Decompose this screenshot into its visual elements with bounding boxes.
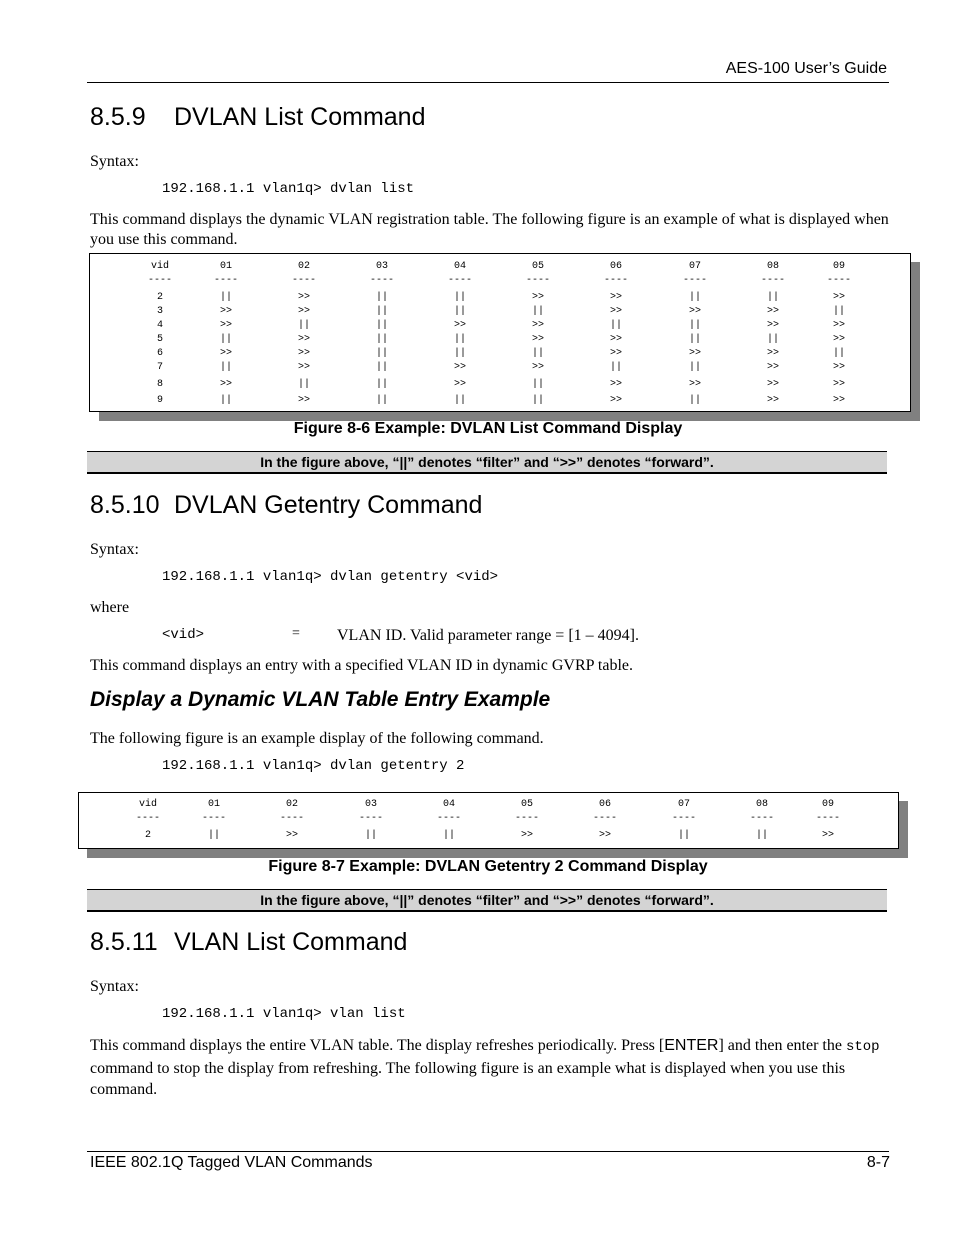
port-cell: >> bbox=[219, 348, 233, 359]
port-cell: || bbox=[677, 830, 691, 841]
section-title: DVLAN Getentry Command bbox=[174, 491, 483, 519]
example-heading: Display a Dynamic VLAN Table Entry Example bbox=[90, 688, 551, 711]
port-cell: || bbox=[688, 320, 702, 331]
column-header: 05 bbox=[520, 799, 534, 810]
port-cell: >> bbox=[520, 830, 534, 841]
port-cell: >> bbox=[609, 348, 623, 359]
port-cell: >> bbox=[297, 395, 311, 406]
port-cell: || bbox=[531, 348, 545, 359]
column-header: 03 bbox=[364, 799, 378, 810]
column-separator: ---- bbox=[147, 275, 173, 286]
key-name: ENTER bbox=[664, 1037, 719, 1054]
section-heading-vlan-list bbox=[90, 928, 407, 957]
description-text: command to stop the display from refreshing. The following figure is an example what is displayed when you use this command. bbox=[90, 1060, 846, 1098]
port-cell: || bbox=[442, 830, 456, 841]
syntax-label: Syntax: bbox=[90, 541, 139, 558]
vid-cell: 2 bbox=[144, 830, 152, 841]
syntax-label: Syntax: bbox=[90, 978, 139, 995]
where-label: where bbox=[90, 599, 130, 616]
column-separator: ---- bbox=[826, 275, 852, 286]
port-cell: || bbox=[688, 334, 702, 345]
vid-cell: 3 bbox=[156, 306, 164, 317]
column-header: 07 bbox=[688, 261, 702, 272]
vid-cell: 9 bbox=[156, 395, 164, 406]
port-cell: >> bbox=[766, 379, 780, 390]
port-cell: >> bbox=[219, 320, 233, 331]
port-cell: || bbox=[375, 292, 389, 303]
syntax-code: 192.168.1.1 vlan1q> dvlan list bbox=[162, 181, 415, 197]
syntax-code: 192.168.1.1 vlan1q> dvlan getentry <vid> bbox=[162, 569, 499, 585]
port-cell: || bbox=[375, 306, 389, 317]
figure-note: In the figure above, “||” denotes “filter” and “>>” denotes “forward”. bbox=[87, 451, 887, 474]
port-cell: || bbox=[219, 334, 233, 345]
port-cell: >> bbox=[297, 306, 311, 317]
port-cell: || bbox=[375, 362, 389, 373]
inline-command: stop bbox=[845, 1039, 880, 1055]
port-cell: >> bbox=[766, 306, 780, 317]
footer-rule bbox=[87, 1151, 889, 1152]
section-heading-dvlan-list bbox=[90, 103, 425, 132]
port-cell: || bbox=[531, 306, 545, 317]
column-separator: ---- bbox=[514, 813, 540, 824]
vid-cell: 4 bbox=[156, 320, 164, 331]
port-cell: >> bbox=[688, 306, 702, 317]
port-cell: >> bbox=[832, 320, 846, 331]
column-header: 06 bbox=[609, 261, 623, 272]
port-cell: || bbox=[207, 830, 221, 841]
port-cell: || bbox=[453, 306, 467, 317]
port-cell: || bbox=[453, 348, 467, 359]
column-separator: ---- bbox=[682, 275, 708, 286]
port-cell: || bbox=[375, 395, 389, 406]
port-cell: >> bbox=[609, 292, 623, 303]
column-separator: ---- bbox=[213, 275, 239, 286]
port-cell: || bbox=[766, 292, 780, 303]
dvlan-getentry-display bbox=[78, 792, 899, 849]
param-equals: = bbox=[292, 626, 300, 641]
port-cell: >> bbox=[453, 379, 467, 390]
column-separator: ---- bbox=[135, 813, 161, 824]
figure-caption: Figure 8-7 Example: DVLAN Getentry 2 Command Display bbox=[268, 858, 708, 875]
column-separator: ---- bbox=[749, 813, 775, 824]
column-separator: ---- bbox=[358, 813, 384, 824]
port-cell: || bbox=[755, 830, 769, 841]
port-cell: >> bbox=[821, 830, 835, 841]
port-cell: >> bbox=[297, 292, 311, 303]
port-cell: >> bbox=[832, 292, 846, 303]
vid-cell: 2 bbox=[156, 292, 164, 303]
port-cell: >> bbox=[832, 362, 846, 373]
figure-caption: Figure 8-6 Example: DVLAN List Command Display bbox=[293, 420, 683, 437]
footer-page-number: 8-7 bbox=[866, 1154, 890, 1171]
section-description bbox=[90, 1035, 890, 1100]
param-description: VLAN ID. Valid parameter range = [1 – 4094]. bbox=[337, 627, 639, 644]
port-cell: >> bbox=[766, 395, 780, 406]
column-separator: ---- bbox=[369, 275, 395, 286]
section-number: 8.5.9 bbox=[90, 103, 146, 131]
column-header: 03 bbox=[375, 261, 389, 272]
column-header: 02 bbox=[297, 261, 311, 272]
column-separator: ---- bbox=[603, 275, 629, 286]
port-cell: || bbox=[375, 334, 389, 345]
column-separator: ---- bbox=[815, 813, 841, 824]
port-cell: || bbox=[453, 395, 467, 406]
port-cell: || bbox=[375, 348, 389, 359]
port-cell: >> bbox=[609, 395, 623, 406]
column-separator: ---- bbox=[525, 275, 551, 286]
port-cell: >> bbox=[766, 362, 780, 373]
description-text: ] and then enter the bbox=[718, 1037, 846, 1054]
vid-cell: 6 bbox=[156, 348, 164, 359]
port-cell: || bbox=[688, 292, 702, 303]
port-cell: >> bbox=[219, 306, 233, 317]
port-cell: || bbox=[766, 334, 780, 345]
column-header: 08 bbox=[755, 799, 769, 810]
port-cell: >> bbox=[609, 379, 623, 390]
figure-note: In the figure above, “||” denotes “filter” and “>>” denotes “forward”. bbox=[87, 889, 887, 912]
section-title: DVLAN List Command bbox=[174, 103, 426, 131]
column-header: 09 bbox=[832, 261, 846, 272]
column-header: vid bbox=[138, 799, 158, 810]
port-cell: || bbox=[832, 306, 846, 317]
syntax-code: 192.168.1.1 vlan1q> vlan list bbox=[162, 1006, 406, 1022]
description-text: This command displays the entire VLAN table. The display refreshes periodically. Press [ bbox=[90, 1037, 665, 1054]
vid-cell: 5 bbox=[156, 334, 164, 345]
section-heading-dvlan-getentry bbox=[90, 491, 482, 520]
port-cell: || bbox=[219, 362, 233, 373]
column-header: 02 bbox=[285, 799, 299, 810]
column-separator: ---- bbox=[447, 275, 473, 286]
port-cell: || bbox=[688, 395, 702, 406]
column-header: 06 bbox=[598, 799, 612, 810]
column-separator: ---- bbox=[592, 813, 618, 824]
port-cell: >> bbox=[832, 379, 846, 390]
column-header: 09 bbox=[821, 799, 835, 810]
section-title: VLAN List Command bbox=[174, 928, 408, 956]
column-header: 08 bbox=[766, 261, 780, 272]
port-cell: || bbox=[531, 395, 545, 406]
footer-chapter: IEEE 802.1Q Tagged VLAN Commands bbox=[90, 1154, 373, 1171]
port-cell: >> bbox=[531, 334, 545, 345]
port-cell: || bbox=[609, 362, 623, 373]
param-name: <vid> bbox=[162, 627, 205, 643]
port-cell: >> bbox=[609, 334, 623, 345]
column-header: 01 bbox=[219, 261, 233, 272]
port-cell: >> bbox=[297, 362, 311, 373]
column-header: 04 bbox=[453, 261, 467, 272]
column-separator: ---- bbox=[760, 275, 786, 286]
port-cell: >> bbox=[219, 379, 233, 390]
port-cell: >> bbox=[453, 320, 467, 331]
port-cell: >> bbox=[453, 362, 467, 373]
port-cell: || bbox=[219, 395, 233, 406]
column-header: 07 bbox=[677, 799, 691, 810]
column-separator: ---- bbox=[201, 813, 227, 824]
port-cell: || bbox=[375, 320, 389, 331]
column-separator: ---- bbox=[291, 275, 317, 286]
port-cell: >> bbox=[766, 320, 780, 331]
vid-cell: 7 bbox=[156, 362, 164, 373]
dvlan-list-display bbox=[89, 253, 911, 412]
port-cell: >> bbox=[688, 379, 702, 390]
column-header: 01 bbox=[207, 799, 221, 810]
port-cell: || bbox=[688, 362, 702, 373]
port-cell: >> bbox=[832, 334, 846, 345]
column-header: vid bbox=[150, 261, 170, 272]
port-cell: || bbox=[297, 320, 311, 331]
column-separator: ---- bbox=[436, 813, 462, 824]
port-cell: >> bbox=[598, 830, 612, 841]
port-cell: || bbox=[453, 334, 467, 345]
syntax-label: Syntax: bbox=[90, 153, 139, 170]
port-cell: >> bbox=[531, 362, 545, 373]
port-cell: >> bbox=[297, 348, 311, 359]
column-header: 05 bbox=[531, 261, 545, 272]
vid-cell: 8 bbox=[156, 379, 164, 390]
column-header: 04 bbox=[442, 799, 456, 810]
running-head: AES-100 User’s Guide bbox=[725, 60, 887, 77]
port-cell: || bbox=[453, 292, 467, 303]
port-cell: || bbox=[364, 830, 378, 841]
port-cell: >> bbox=[297, 334, 311, 345]
column-separator: ---- bbox=[279, 813, 305, 824]
port-cell: >> bbox=[688, 348, 702, 359]
example-intro: The following figure is an example display of the following command. bbox=[90, 730, 544, 747]
port-cell: || bbox=[375, 379, 389, 390]
column-separator: ---- bbox=[671, 813, 697, 824]
port-cell: || bbox=[609, 320, 623, 331]
section-number: 8.5.10 bbox=[90, 491, 160, 519]
section-description: This command displays an entry with a specified VLAN ID in dynamic GVRP table. bbox=[90, 657, 634, 674]
port-cell: || bbox=[531, 379, 545, 390]
port-cell: || bbox=[832, 348, 846, 359]
port-cell: >> bbox=[285, 830, 299, 841]
port-cell: >> bbox=[531, 292, 545, 303]
port-cell: >> bbox=[531, 320, 545, 331]
port-cell: >> bbox=[766, 348, 780, 359]
example-code: 192.168.1.1 vlan1q> dvlan getentry 2 bbox=[162, 758, 465, 774]
port-cell: >> bbox=[609, 306, 623, 317]
section-description: This command displays the dynamic VLAN registration table. The following figure is an example of what is displayed when you use this command. bbox=[90, 211, 889, 248]
port-cell: >> bbox=[832, 395, 846, 406]
section-number: 8.5.11 bbox=[90, 928, 158, 956]
port-cell: || bbox=[219, 292, 233, 303]
port-cell: || bbox=[297, 379, 311, 390]
header-rule bbox=[87, 82, 889, 83]
